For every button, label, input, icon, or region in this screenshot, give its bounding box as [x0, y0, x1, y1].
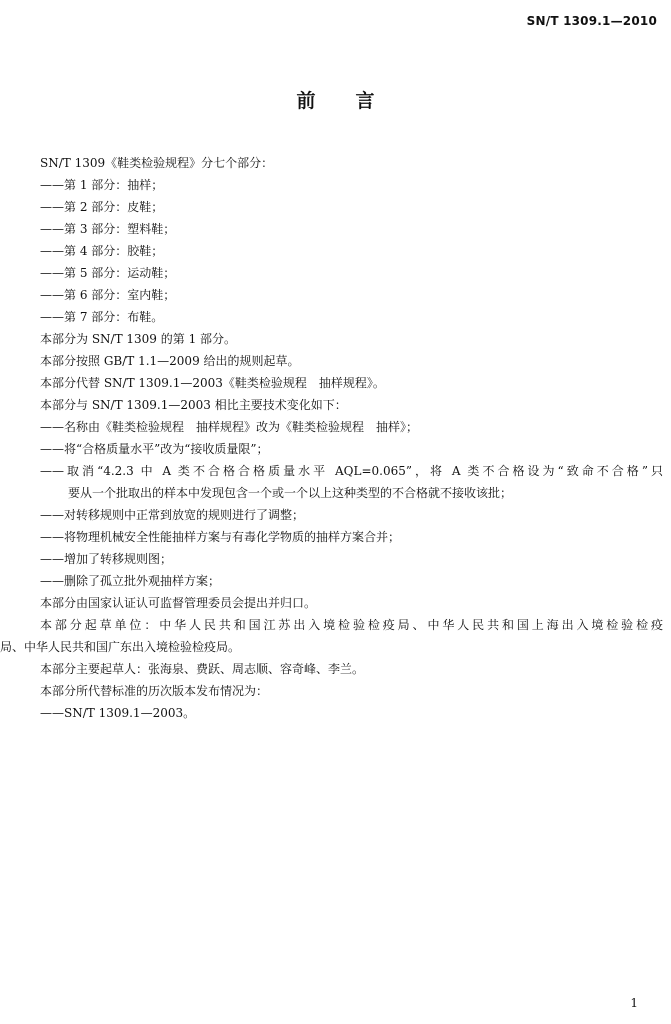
- text-line: ——第 2 部分：皮鞋；: [40, 200, 164, 214]
- text-line: 本部分与 SN/T 1309.1—2003 相比主要技术变化如下：: [40, 398, 347, 412]
- text-line: 要从一个批取出的样本中发现包含一个或一个以上这种类型的不合格就不接收该批；: [68, 486, 513, 500]
- text-line: ——第 7 部分：布鞋。: [40, 310, 164, 324]
- page-number: 1: [630, 996, 638, 1010]
- text-line: ——第 4 部分：胶鞋；: [40, 244, 164, 258]
- text-line: ——第 1 部分：抽样；: [40, 178, 164, 192]
- foreword-body: [0, 152, 671, 724]
- text-line: 本部分所代替标准的历次版本发布情况为：: [40, 684, 269, 698]
- text-line: ——第 5 部分：运动鞋；: [40, 266, 176, 280]
- text-line: 本部分代替 SN/T 1309.1—2003《鞋类检验规程 抽样规程》。: [40, 376, 385, 390]
- text-line: ——对转移规则中正常到放宽的规则进行了调整；: [40, 508, 305, 522]
- text-line: ——名称由《鞋类检验规程 抽样规程》改为《鞋类检验规程 抽样》；: [40, 420, 419, 434]
- text-line: 局、中华人民共和国广东出入境检验检疫局。: [0, 640, 241, 654]
- text-line: ——取消“4.2.3 中 A 类不合格合格质量水平 AQL=0.065”，将 A 类不合格设为“致命不合格”只: [40, 464, 663, 478]
- standard-number: SN/T 1309.1—2010: [526, 14, 657, 28]
- text-line: ——第 3 部分：塑料鞋；: [40, 222, 176, 236]
- text-line: 本部分按照 GB/T 1.1—2009 给出的规则起草。: [40, 354, 300, 368]
- page-title: 前言: [296, 90, 415, 112]
- text-line: ——SN/T 1309.1—2003。: [40, 706, 196, 720]
- text-line: 本部分为 SN/T 1309 的第 1 部分。: [40, 332, 237, 346]
- text-line: ——增加了转移规则图；: [40, 552, 173, 566]
- text-line: SN/T 1309《鞋类检验规程》分七个部分：: [40, 156, 274, 170]
- text-line: ——将“合格质量水平”改为“接收质量限”；: [40, 442, 269, 456]
- text-line: ——将物理机械安全性能抽样方案与有毒化学物质的抽样方案合并；: [40, 530, 401, 544]
- text-line: ——第 6 部分：室内鞋；: [40, 288, 176, 302]
- text-line: 本部分起草单位：中华人民共和国江苏出入境检验检疫局、中华人民共和国上海出入境检验检疫: [40, 618, 663, 632]
- text-line: 本部分主要起草人：张海泉、费跃、周志顺、容奇峰、李兰。: [40, 662, 365, 676]
- text-line: 本部分由国家认证认可监督管理委员会提出并归口。: [40, 596, 317, 610]
- text-line: ——删除了孤立批外观抽样方案；: [40, 574, 221, 588]
